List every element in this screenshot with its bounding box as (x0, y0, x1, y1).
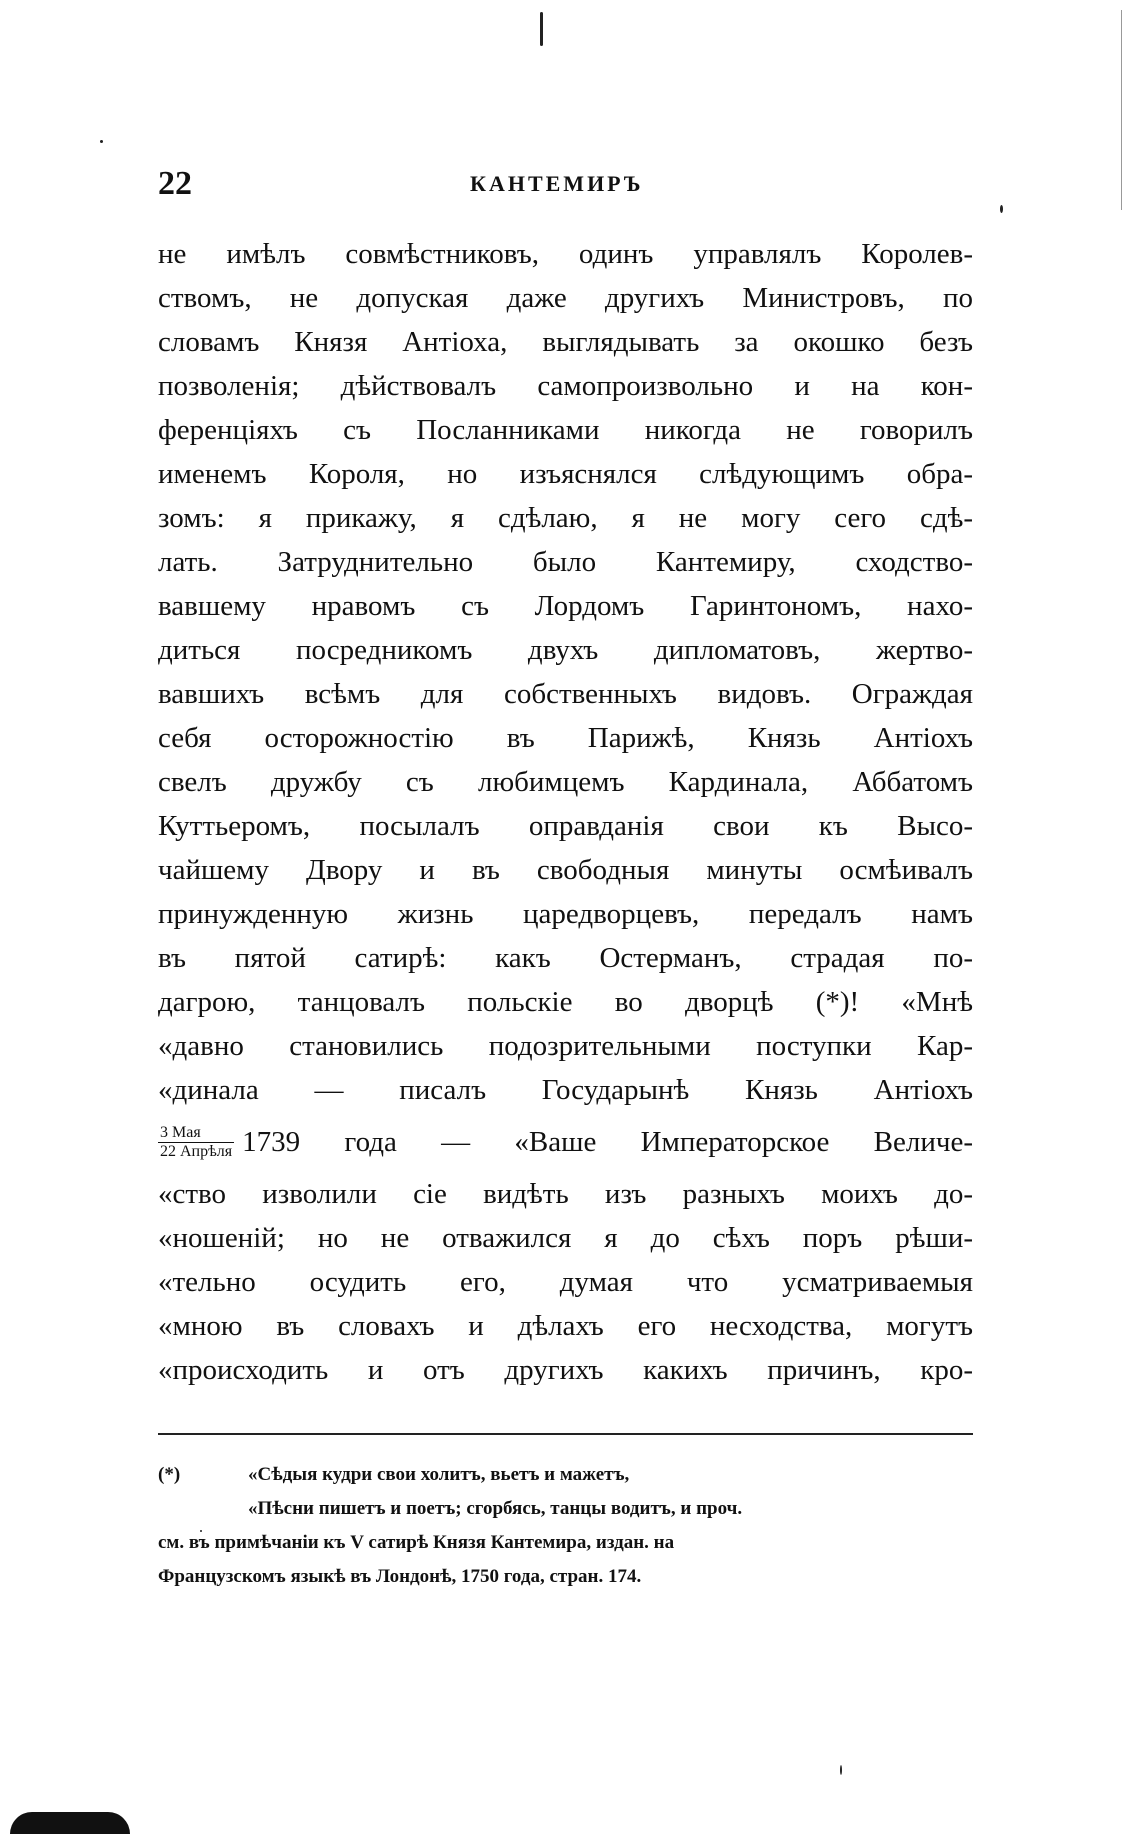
text-line: вавшихъ всѣмъ для собственныхъ видовъ. Ограждая (158, 678, 973, 710)
footnote-line (158, 1458, 973, 1492)
text-line: въ пятой сатирѣ: какъ Остерманъ, страдая по- (158, 942, 973, 974)
page-edge-line (1121, 10, 1122, 210)
ink-speck (840, 1765, 842, 1775)
text-line: не имѣлъ совмѣстниковъ, одинъ управлялъ Королев- (158, 238, 973, 270)
text-line: вавшему нравомъ съ Лордомъ Гаринтономъ, нахо- (158, 590, 973, 622)
footnote-line: см. въ примѣчаніи къ V сатирѣ Князя Кантемира, издан. на (158, 1532, 675, 1553)
footnote-text: «Сѣдыя кудри свои холитъ, вьетъ и мажетъ, (248, 1464, 630, 1485)
body-text (158, 232, 973, 1392)
text-line: диться посредникомъ двухъ дипломатовъ, жертво- (158, 634, 973, 666)
footnote-line: «Пѣсни пишетъ и поетъ; сгорбясь, танцы водитъ, и проч. (248, 1498, 743, 1519)
text-line: «ношеній; но не отважился я до сѣхъ поръ рѣши- (158, 1222, 973, 1254)
page-number: 22 (158, 165, 192, 202)
footnote-mark: (*) (158, 1464, 181, 1485)
date-new-style: 3 Мая (158, 1124, 234, 1143)
running-head: КАНТЕМИРЪ (470, 171, 644, 196)
text-line: словамъ Князя Антіоха, выглядывать за окошко безъ (158, 326, 973, 358)
text-line: «давно становились подозрительными поступки Кар- (158, 1030, 973, 1062)
ink-speck (200, 1530, 202, 1532)
text-line: позволенія; дѣйствовалъ самопроизвольно и на кон- (158, 370, 973, 402)
text-line: дагрою, танцовалъ польскіе во дворцѣ (*)! «Мнѣ (158, 986, 973, 1018)
footnote-rule (158, 1433, 973, 1435)
text-line: «ство изволили сіе видѣть изъ разныхъ моихъ до- (158, 1178, 973, 1210)
page-header (158, 165, 968, 205)
text-line: ференціяхъ съ Посланниками никогда не говорилъ (158, 414, 973, 446)
text-line: чайшему Двору и въ свободныя минуты осмѣивалъ (158, 854, 973, 886)
text-line: именемъ Короля, но изъяснялся слѣдующимъ обра- (158, 458, 973, 490)
date-old-style: 22 Апрѣля (160, 1142, 233, 1160)
text-line: «мною въ словахъ и дѣлахъ его несходства, могутъ (158, 1310, 973, 1342)
footnote-line: Французскомъ языкѣ въ Лондонѣ, 1750 года, стран. 174. (158, 1566, 642, 1587)
ink-speck (540, 12, 543, 46)
date-line-text: 1739 года — «Ваше Императорское Величе- (242, 1125, 973, 1158)
text-line: «происходить и отъ другихъ какихъ причинъ, кро- (158, 1354, 973, 1386)
text-line: свелъ дружбу съ любимцемъ Кардинала, Аббатомъ (158, 766, 973, 798)
ink-speck (100, 140, 103, 143)
ink-speck (1000, 205, 1003, 213)
text-line: ствомъ, не допуская даже другихъ Министровъ, по (158, 282, 973, 314)
text-line: лать. Затруднительно было Кантемиру, сходство- (158, 546, 973, 578)
text-line: себя осторожностію въ Парижѣ, Князь Антіохъ (158, 722, 973, 754)
ink-blot (10, 1812, 130, 1834)
text-line: Куттьеромъ, посылалъ оправданія свои къ Высо- (158, 810, 973, 842)
text-line: «динала — писалъ Государынѣ Князь Антіохъ (158, 1074, 973, 1106)
date-line (158, 1112, 973, 1172)
text-line: «тельно осудить его, думая что усматриваемыя (158, 1266, 973, 1298)
text-line: зомъ: я прикажу, я сдѣлаю, я не могу сего сдѣ- (158, 502, 973, 534)
text-line: принужденную жизнь царедворцевъ, передалъ намъ (158, 898, 973, 930)
footnote (158, 1458, 973, 1594)
date-fraction (158, 1124, 234, 1161)
